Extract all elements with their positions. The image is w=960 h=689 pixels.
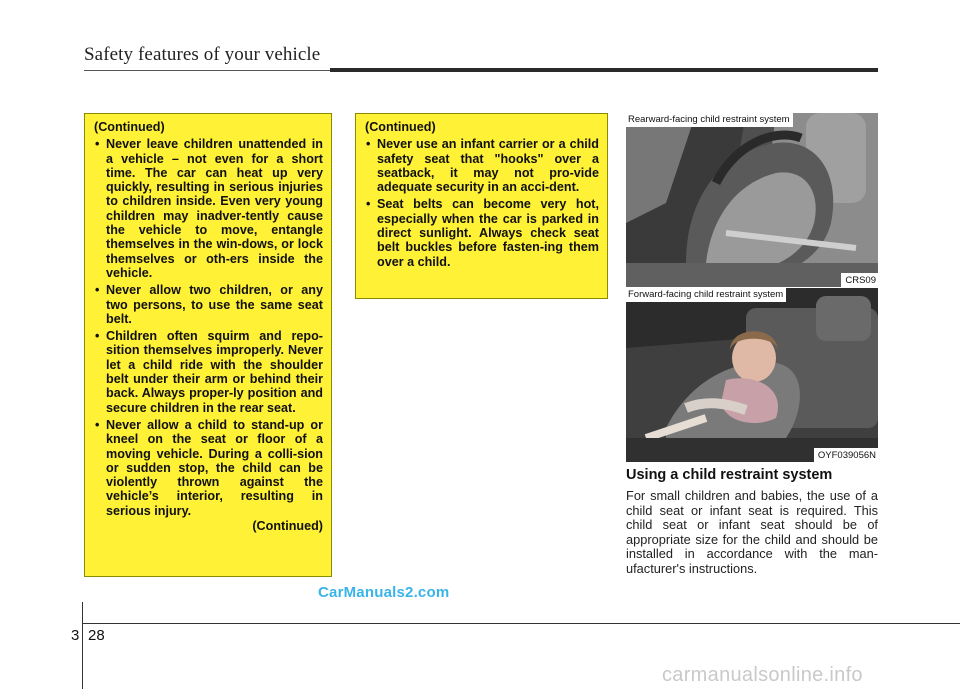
rear-facing-seat-illustration — [626, 113, 878, 287]
continued-label-end: (Continued) — [252, 519, 323, 534]
figure-code: OYF039056N — [814, 448, 878, 462]
watermark-carmanualsonline[interactable]: carmanualsonline.info — [662, 664, 863, 686]
watermark-carmanuals2[interactable]: CarManuals2.com — [318, 584, 450, 601]
warning-item: • Never allow two children, or any two persons, to use the same seat belt. — [94, 283, 323, 326]
page-number: 28 — [88, 627, 105, 644]
warning-item: • Seat belts can become very hot, especially when the car is parked in direct sunlight. Always check seat belt buckles before fasten-ing them over a child. — [365, 197, 599, 268]
header-rule-accent — [330, 68, 878, 72]
warning-item: • Never leave children unattended in a vehicle – not even for a short time. The car can heat up very quickly, resulting in serious injuries to children inside. Even very young children may inadver-tently cause the vehicle to move, entangle themselves in the win-dows, or lock themselves or oth-ers inside the vehicle. — [94, 137, 323, 280]
section-body: For small children and babies, the use of a child seat or infant seat is required. This child seat or infant seat should be of appropriate size for the child and should be installed in accordance with the man-ufacturer's instructions. — [626, 488, 878, 576]
warning-box-left — [84, 113, 332, 577]
warning-item: • Never allow a child to stand-up or kneel on the seat or floor of a moving vehicle. During a colli-sion or sudden stop, the child can be violently thrown against the vehicle’s interior, resulting in serious injury. — [94, 418, 323, 518]
warning-list — [365, 137, 599, 269]
continued-label: (Continued) — [94, 120, 165, 134]
forward-facing-seat-photo — [626, 288, 878, 462]
figure-code: CRS09 — [841, 273, 878, 287]
figure-caption: Rearward-facing child restraint system — [626, 113, 793, 127]
footer-divider-vertical — [82, 602, 83, 689]
forward-facing-seat-illustration — [626, 288, 878, 462]
header-title: Safety features of your vehicle — [84, 44, 321, 65]
figure-caption: Forward-facing child restraint system — [626, 288, 786, 302]
continued-label: (Continued) — [365, 120, 436, 134]
warning-list — [94, 137, 323, 518]
warning-item: • Never use an infant carrier or a child safety seat that "hooks" over a seatback, it may not pro-vide adequate security in an acci-dent. — [365, 137, 599, 194]
warning-box-middle — [355, 113, 608, 299]
section-heading: Using a child restraint system — [626, 467, 833, 483]
footer-divider-horizontal — [82, 623, 960, 624]
section-number: 3 — [71, 627, 80, 644]
rear-facing-seat-photo — [626, 113, 878, 287]
warning-item: • Children often squirm and repo-sition themselves improperly. Never let a child ride with the shoulder belt under their arm or behind their back. Always proper-ly position and secure children in the rear seat. — [94, 329, 323, 415]
